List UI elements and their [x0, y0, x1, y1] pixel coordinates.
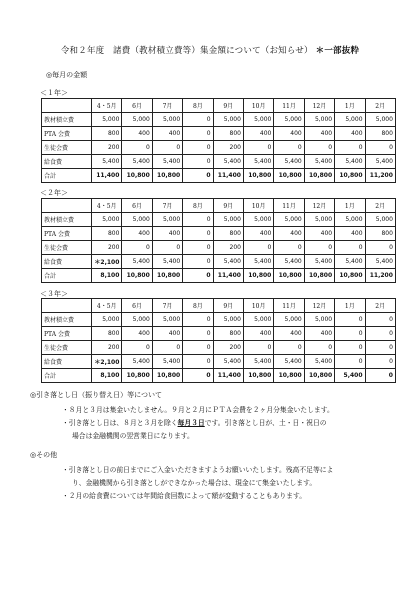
amount-cell: 5,000	[152, 313, 182, 327]
amount-cell: 5,000	[122, 113, 152, 127]
amount-cell: 0	[365, 341, 395, 355]
month-header: 7月	[152, 99, 182, 113]
amount-cell: 400	[152, 227, 182, 241]
amount-cell: 5,400	[335, 255, 365, 269]
table-row	[42, 255, 396, 269]
row-label: 合計	[42, 269, 92, 283]
amount-cell: 5,400	[152, 355, 182, 369]
amount-cell: 10,800	[304, 369, 334, 383]
amount-cell: 0	[365, 313, 395, 327]
page-title	[0, 44, 420, 56]
amount-cell: 400	[152, 127, 182, 141]
title-note: ＊一部抜粋	[315, 46, 360, 56]
amount-cell: 0	[122, 341, 152, 355]
amount-cell: 0	[183, 127, 213, 141]
withdrawal-line-2	[62, 417, 327, 427]
amount-cell: 10,800	[274, 169, 304, 183]
row-label: 教材積立費	[42, 313, 92, 327]
amount-cell: ＊2,100	[92, 355, 122, 369]
amount-cell: 5,400	[274, 355, 304, 369]
amount-cell: 400	[335, 127, 365, 141]
month-header: 12月	[304, 299, 334, 313]
amount-cell: 5,000	[304, 213, 334, 227]
table-row	[42, 313, 396, 327]
amount-cell: 5,000	[274, 313, 304, 327]
amount-cell: 5,000	[152, 213, 182, 227]
amount-cell: 0	[152, 141, 182, 155]
amount-cell: 400	[274, 327, 304, 341]
month-header: 6月	[122, 299, 152, 313]
grade-label: ＜３年＞	[40, 290, 68, 298]
amount-cell: 0	[274, 341, 304, 355]
amount-cell: 200	[213, 341, 243, 355]
fee-table	[41, 98, 396, 183]
month-header: 1月	[335, 199, 365, 213]
amount-cell: 400	[335, 227, 365, 241]
amount-cell: 5,000	[274, 213, 304, 227]
month-header: 8月	[183, 299, 213, 313]
grade-label: ＜１年＞	[40, 89, 68, 97]
amount-cell: 0	[183, 255, 213, 269]
other-line-1: ・引き落とし日の前日までにご入金いただきますようお願いいたします。残高不足等によ	[62, 466, 334, 474]
table-row	[42, 227, 396, 241]
amount-cell: 10,800	[152, 169, 182, 183]
month-header: 2月	[365, 299, 395, 313]
amount-cell: 11,400	[213, 369, 243, 383]
amount-cell: 0	[183, 313, 213, 327]
amount-cell: 10,800	[335, 269, 365, 283]
row-label: 生徒会費	[42, 241, 92, 255]
amount-cell: 0	[335, 241, 365, 255]
amount-cell: 11,400	[213, 269, 243, 283]
amount-cell: 400	[304, 127, 334, 141]
month-header: 9月	[213, 99, 243, 113]
amount-cell: 10,800	[335, 169, 365, 183]
amount-cell: 0	[152, 341, 182, 355]
amount-cell: 5,000	[92, 113, 122, 127]
amount-cell: 5,400	[122, 255, 152, 269]
amount-cell: 200	[213, 141, 243, 155]
amount-cell: 10,800	[243, 269, 273, 283]
month-header: 2月	[365, 199, 395, 213]
amount-cell: 800	[213, 127, 243, 141]
amount-cell: 0	[243, 241, 273, 255]
amount-cell: 10,800	[152, 369, 182, 383]
amount-cell: 5,400	[304, 155, 334, 169]
amount-cell: 5,000	[335, 213, 365, 227]
amount-cell: 0	[183, 341, 213, 355]
amount-cell: 10,800	[243, 169, 273, 183]
amount-cell: 800	[92, 227, 122, 241]
amount-cell: 400	[243, 227, 273, 241]
row-label: PTA 会費	[42, 327, 92, 341]
amount-cell: 0	[243, 341, 273, 355]
amount-cell: 5,000	[213, 313, 243, 327]
amount-cell: 5,000	[304, 113, 334, 127]
other-line-2: り、金融機関から引き落としができなかった場合は、現金にて集金いたします。	[72, 479, 317, 487]
amount-cell: 5,400	[304, 255, 334, 269]
row-label: 給食費	[42, 355, 92, 369]
amount-cell: 400	[152, 327, 182, 341]
row-label: 合計	[42, 169, 92, 183]
amount-cell: 10,800	[122, 269, 152, 283]
amount-cell: 10,800	[122, 169, 152, 183]
amount-cell: 400	[243, 327, 273, 341]
amount-cell: 800	[213, 227, 243, 241]
month-header: 11月	[274, 299, 304, 313]
row-label: 給食費	[42, 255, 92, 269]
table-row	[42, 355, 396, 369]
withdrawal-heading: ◎引き落とし日（振り替え日）等について	[30, 391, 162, 399]
amount-cell: 5,400	[274, 155, 304, 169]
amount-cell: 5,000	[365, 113, 395, 127]
month-header: 7月	[152, 299, 182, 313]
month-header: 1月	[335, 299, 365, 313]
amount-cell: 0	[335, 313, 365, 327]
amount-cell: 800	[92, 127, 122, 141]
withdrawal-line-3: 場合は金融機関の翌営業日になります。	[72, 432, 194, 440]
amount-cell: 5,000	[243, 213, 273, 227]
amount-cell: 800	[213, 327, 243, 341]
withdrawal-date-emphasis: 毎月３日	[177, 419, 205, 427]
amount-cell: 0	[183, 155, 213, 169]
month-header: 9月	[213, 199, 243, 213]
header-blank-cell	[42, 99, 92, 113]
fee-table	[41, 198, 396, 283]
withdrawal-line-2-pre: ・引き落とし日は、８月と３月を除く	[62, 419, 178, 427]
row-label: 合計	[42, 369, 92, 383]
amount-cell: 400	[274, 227, 304, 241]
amount-cell: 10,800	[122, 369, 152, 383]
amount-cell: 5,400	[152, 155, 182, 169]
header-blank-cell	[42, 199, 92, 213]
amount-cell: 5,000	[365, 213, 395, 227]
amount-cell: 400	[122, 227, 152, 241]
row-label: 教材積立費	[42, 213, 92, 227]
other-line-3: ・２月の給食費については年間給食回数によって額が変動することもあります。	[62, 492, 307, 500]
month-header: 8月	[183, 99, 213, 113]
month-header: 10月	[243, 299, 273, 313]
amount-cell: 0	[365, 355, 395, 369]
table-row	[42, 141, 396, 155]
amount-cell: 0	[183, 141, 213, 155]
amount-cell: 0	[365, 241, 395, 255]
amount-cell: 5,400	[304, 355, 334, 369]
amount-cell: 0	[274, 141, 304, 155]
row-label: PTA 会費	[42, 127, 92, 141]
amount-cell: 400	[243, 127, 273, 141]
grade-label: ＜２年＞	[40, 189, 68, 197]
amount-cell: 10,800	[304, 269, 334, 283]
amount-cell: ＊2,100	[92, 255, 122, 269]
row-label: 給食費	[42, 155, 92, 169]
amount-cell: 10,800	[274, 369, 304, 383]
table-row	[42, 127, 396, 141]
month-header: 11月	[274, 199, 304, 213]
amount-cell: 0	[243, 141, 273, 155]
amount-cell: 0	[335, 341, 365, 355]
amount-cell: 8,100	[92, 369, 122, 383]
amount-cell: 10,800	[274, 269, 304, 283]
month-header: 6月	[122, 99, 152, 113]
amount-cell: 800	[365, 227, 395, 241]
amount-cell: 11,200	[365, 169, 395, 183]
month-header: 7月	[152, 199, 182, 213]
amount-cell: 200	[92, 341, 122, 355]
month-header: 12月	[304, 99, 334, 113]
month-header: 4・5月	[92, 99, 122, 113]
fee-table	[41, 298, 396, 383]
amount-cell: 11,400	[92, 169, 122, 183]
amount-cell: 5,400	[122, 355, 152, 369]
table-row	[42, 341, 396, 355]
amount-cell: 400	[274, 127, 304, 141]
amount-cell: 5,000	[92, 313, 122, 327]
amount-cell: 0	[304, 341, 334, 355]
amount-cell: 0	[122, 241, 152, 255]
amount-cell: 0	[335, 327, 365, 341]
amount-cell: 5,400	[213, 255, 243, 269]
amount-cell: 5,400	[365, 155, 395, 169]
amount-cell: 0	[183, 227, 213, 241]
table-row	[42, 327, 396, 341]
total-row	[42, 369, 396, 383]
table-row	[42, 241, 396, 255]
month-header: 2月	[365, 99, 395, 113]
amount-cell: 11,200	[365, 269, 395, 283]
table-header-row	[42, 99, 396, 113]
amount-cell: 5,000	[152, 113, 182, 127]
amount-cell: 0	[183, 213, 213, 227]
withdrawal-line-2-post: です。引き落とし日が、土・日・祝日の	[204, 419, 327, 427]
table-row	[42, 155, 396, 169]
month-header: 11月	[274, 99, 304, 113]
table-header-row	[42, 199, 396, 213]
amount-cell: 400	[304, 227, 334, 241]
amount-cell: 0	[183, 269, 213, 283]
amount-cell: 0	[183, 355, 213, 369]
amount-cell: 0	[183, 113, 213, 127]
amount-cell: 5,000	[213, 213, 243, 227]
month-header: 1月	[335, 99, 365, 113]
amount-cell: 0	[365, 141, 395, 155]
title-main: 令和２年度 諸費（教材積立費等）集金額について（お知らせ）	[60, 46, 313, 56]
month-header: 9月	[213, 299, 243, 313]
amount-cell: 5,400	[335, 155, 365, 169]
amount-cell: 0	[335, 141, 365, 155]
amount-cell: 800	[365, 127, 395, 141]
amount-cell: 10,800	[304, 169, 334, 183]
row-label: 生徒会費	[42, 141, 92, 155]
amount-cell: 5,000	[213, 113, 243, 127]
amount-cell: 200	[92, 141, 122, 155]
amount-cell: 0	[335, 355, 365, 369]
amount-cell: 0	[183, 327, 213, 341]
month-header: 10月	[243, 199, 273, 213]
amount-cell: 5,400	[243, 155, 273, 169]
amount-cell: 5,400	[243, 355, 273, 369]
amount-cell: 5,000	[243, 313, 273, 327]
month-header: 4・5月	[92, 299, 122, 313]
month-header: 8月	[183, 199, 213, 213]
amount-cell: 5,400	[152, 255, 182, 269]
amount-cell: 5,000	[304, 313, 334, 327]
month-header: 12月	[304, 199, 334, 213]
month-header: 6月	[122, 199, 152, 213]
amount-cell: 200	[92, 241, 122, 255]
amount-cell: 8,100	[92, 269, 122, 283]
amount-cell: 0	[274, 241, 304, 255]
amount-cell: 5,400	[243, 255, 273, 269]
amount-cell: 5,000	[92, 213, 122, 227]
amount-cell: 0	[365, 327, 395, 341]
amount-cell: 5,000	[243, 113, 273, 127]
month-header: 10月	[243, 99, 273, 113]
total-row	[42, 169, 396, 183]
row-label: 教材積立費	[42, 113, 92, 127]
amount-cell: 5,400	[335, 369, 365, 383]
amount-cell: 5,000	[122, 313, 152, 327]
amount-cell: 5,000	[274, 113, 304, 127]
amount-cell: 0	[183, 169, 213, 183]
amount-cell: 5,400	[274, 255, 304, 269]
amount-cell: 11,400	[213, 169, 243, 183]
table-header-row	[42, 299, 396, 313]
amount-cell: 0	[304, 241, 334, 255]
amount-cell: 5,400	[92, 155, 122, 169]
amount-cell: 400	[304, 327, 334, 341]
amount-cell: 400	[122, 327, 152, 341]
amount-cell: 0	[183, 369, 213, 383]
amount-cell: 0	[304, 141, 334, 155]
other-heading: ◎その他	[30, 451, 58, 459]
amount-cell: 5,000	[335, 113, 365, 127]
table-row	[42, 113, 396, 127]
row-label: PTA 会費	[42, 227, 92, 241]
withdrawal-line-1: ・８月と３月は集金いたしません。９月と２月にＰＴＡ会費を２ヶ月分集金いたします。	[62, 406, 334, 414]
amount-cell: 400	[122, 127, 152, 141]
amount-cell: 5,400	[365, 255, 395, 269]
monthly-heading: ◎毎月の金額	[46, 71, 88, 79]
amount-cell: 0	[183, 241, 213, 255]
table-row	[42, 213, 396, 227]
amount-cell: 10,800	[152, 269, 182, 283]
header-blank-cell	[42, 299, 92, 313]
amount-cell: 5,400	[213, 155, 243, 169]
month-header: 4・5月	[92, 199, 122, 213]
amount-cell: 0	[365, 369, 395, 383]
amount-cell: 5,400	[213, 355, 243, 369]
row-label: 生徒会費	[42, 341, 92, 355]
total-row	[42, 269, 396, 283]
amount-cell: 10,800	[243, 369, 273, 383]
amount-cell: 0	[122, 141, 152, 155]
amount-cell: 5,400	[122, 155, 152, 169]
amount-cell: 200	[213, 241, 243, 255]
amount-cell: 0	[152, 241, 182, 255]
amount-cell: 5,000	[122, 213, 152, 227]
amount-cell: 800	[92, 327, 122, 341]
